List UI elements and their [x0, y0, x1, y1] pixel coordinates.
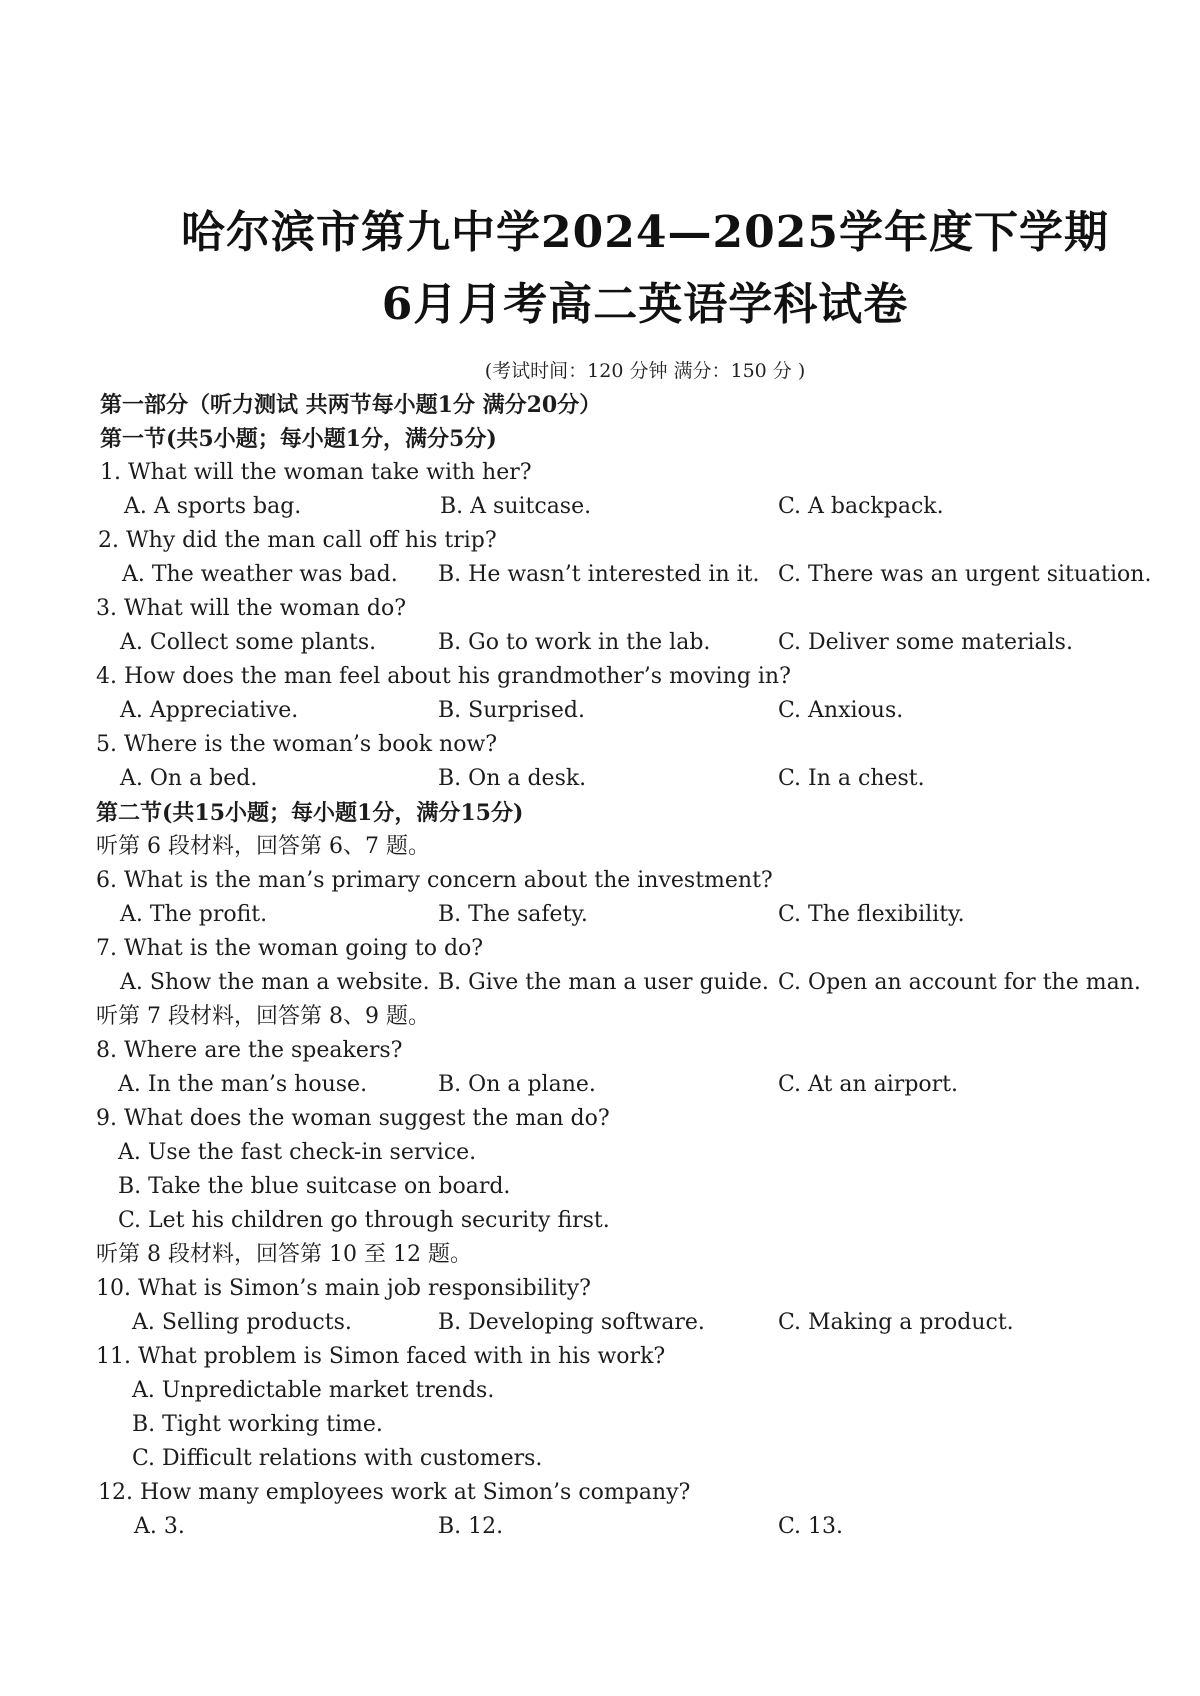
q5-option-b: B. On a desk.: [438, 766, 587, 791]
question-2: 2. Why did the man call off his trip?: [98, 528, 497, 553]
question-10: 10. What is Simon’s main job responsibility?: [96, 1276, 591, 1301]
q3-option-c: C. Deliver some materials.: [778, 630, 1073, 655]
q1-option-a: A. A sports bag.: [124, 494, 302, 519]
question-8: 8. Where are the speakers?: [96, 1038, 403, 1063]
q4-option-b: B. Surprised.: [438, 698, 585, 723]
question-9: 9. What does the woman suggest the man do?: [96, 1106, 610, 1131]
q7-option-c: C. Open an account for the man.: [778, 970, 1141, 995]
q10-option-b: B. Developing software.: [438, 1310, 705, 1335]
q5-option-a: A. On a bed.: [120, 766, 258, 791]
listening-note-7: 听第 7 段材料，回答第 8、9 题。: [96, 1004, 430, 1029]
exam-title-line2: 6月月考高二英语学科试卷: [381, 279, 909, 330]
question-12: 12. How many employees work at Simon’s company?: [98, 1480, 691, 1505]
q6-option-b: B. The safety.: [438, 902, 588, 927]
q9-option-a: A. Use the fast check-in service.: [118, 1140, 477, 1165]
q6-option-c: C. The flexibility.: [778, 902, 965, 927]
q4-option-c: C. Anxious.: [778, 698, 904, 723]
q11-option-c: C. Difficult relations with customers.: [132, 1446, 543, 1471]
q7-option-b: B. Give the man a user guide.: [438, 970, 769, 995]
q3-option-b: B. Go to work in the lab.: [438, 630, 711, 655]
exam-title-line1: 哈尔滨市第九中学2024—2025学年度下学期: [181, 207, 1109, 258]
q1-option-c: C. A backpack.: [778, 494, 944, 519]
q5-option-c: C. In a chest.: [778, 766, 925, 791]
q6-option-a: A. The profit.: [120, 902, 268, 927]
section1-heading: 第一节(共5小题；每小题1分，满分5分): [100, 426, 497, 452]
q9-option-c: C. Let his children go through security first.: [118, 1208, 610, 1233]
question-5: 5. Where is the woman’s book now?: [96, 732, 498, 757]
q11-option-a: A. Unpredictable market trends.: [132, 1378, 495, 1403]
part1-heading: 第一部分（听力测试 共两节每小题1分 满分20分）: [100, 392, 602, 418]
question-7: 7. What is the woman going to do?: [96, 936, 484, 961]
q10-option-c: C. Making a product.: [778, 1310, 1014, 1335]
q8-option-b: B. On a plane.: [438, 1072, 596, 1097]
question-11: 11. What problem is Simon faced with in his work?: [96, 1344, 666, 1369]
q4-option-a: A. Appreciative.: [120, 698, 299, 723]
q8-option-c: C. At an airport.: [778, 1072, 958, 1097]
section2-heading: 第二节(共15小题；每小题1分，满分15分): [96, 800, 524, 826]
q7-option-a: A. Show the man a website.: [120, 970, 430, 995]
q9-option-b: B. Take the blue suitcase on board.: [118, 1174, 511, 1199]
question-3: 3. What will the woman do?: [96, 596, 407, 621]
q8-option-a: A. In the man’s house.: [118, 1072, 368, 1097]
q2-option-a: A. The weather was bad.: [122, 562, 398, 587]
q12-option-b: B. 12.: [438, 1514, 504, 1539]
q12-option-a: A. 3.: [134, 1514, 185, 1539]
listening-note-8: 听第 8 段材料，回答第 10 至 12 题。: [96, 1242, 472, 1267]
q3-option-a: A. Collect some plants.: [120, 630, 377, 655]
q1-option-b: B. A suitcase.: [440, 494, 592, 519]
question-1: 1. What will the woman take with her?: [100, 460, 532, 485]
question-6: 6. What is the man’s primary concern about the investment?: [96, 868, 773, 893]
exam-time-note: (考试时间：120 分钟 满分：150 分 ): [484, 360, 806, 382]
q10-option-a: A. Selling products.: [132, 1310, 352, 1335]
q2-option-c: C. There was an urgent situation.: [778, 562, 1152, 587]
q11-option-b: B. Tight working time.: [132, 1412, 383, 1437]
q2-option-b: B. He wasn’t interested in it.: [438, 562, 760, 587]
q12-option-c: C. 13.: [778, 1514, 844, 1539]
question-4: 4. How does the man feel about his grandmother’s moving in?: [96, 664, 791, 689]
listening-note-6: 听第 6 段材料，回答第 6、7 题。: [96, 834, 430, 859]
